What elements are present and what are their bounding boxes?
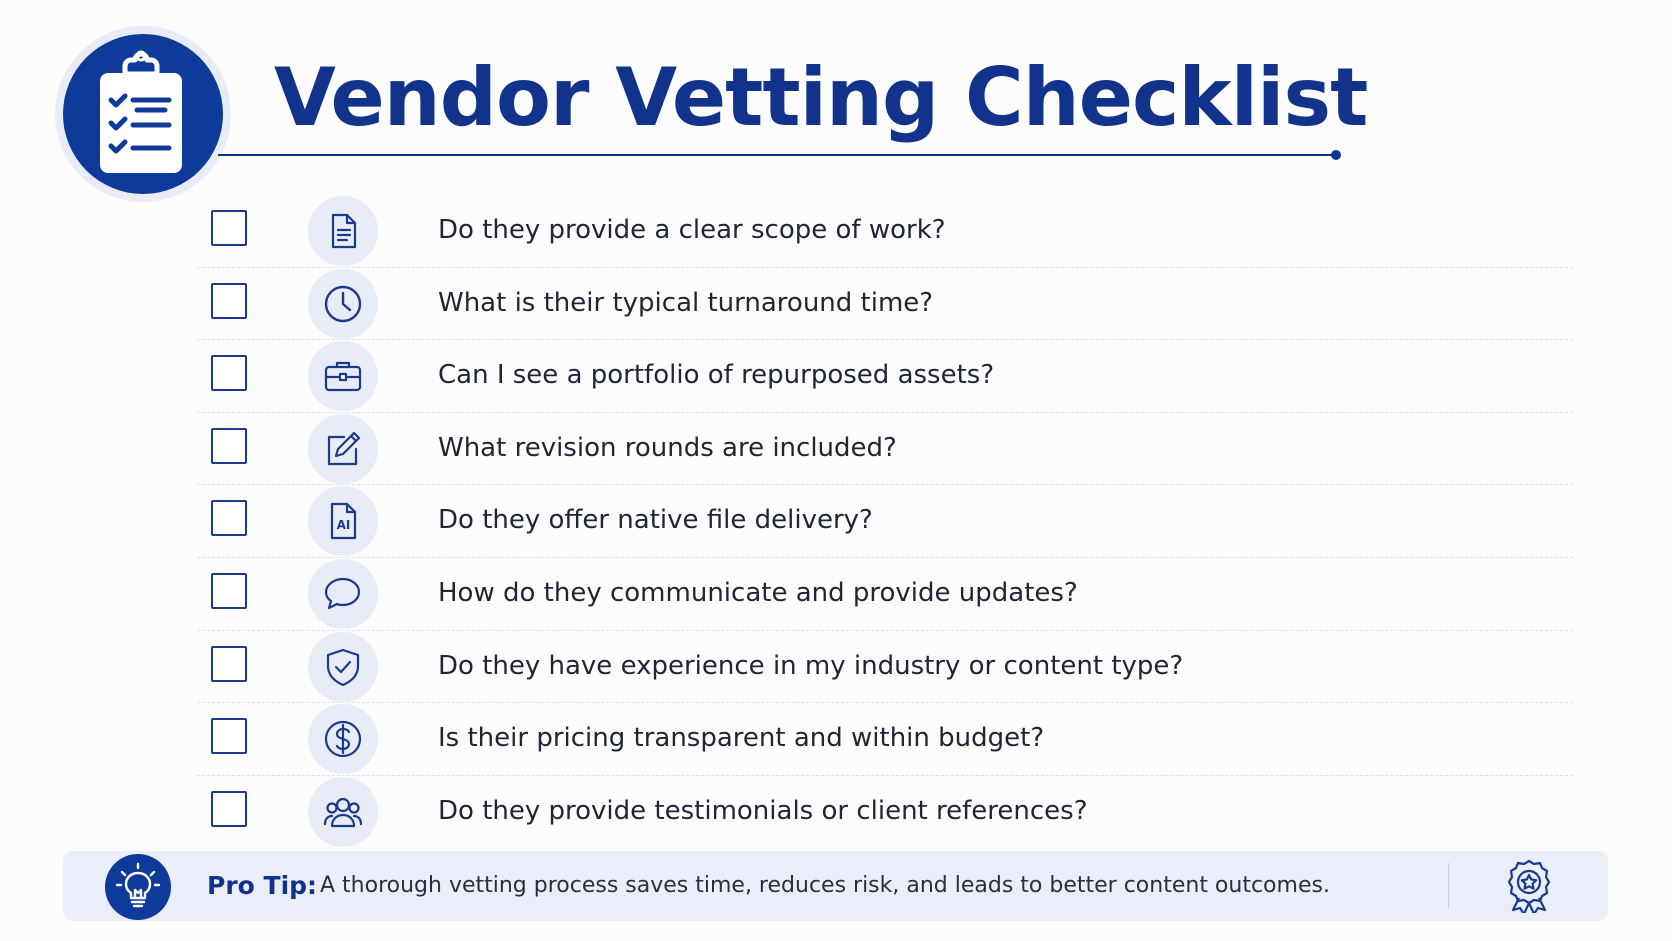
title-underline: [218, 154, 1338, 156]
pro-tip-bar: [63, 851, 1608, 921]
checklist-question: What is their typical turnaround time?: [438, 287, 934, 318]
checklist-question: Do they have experience in my industry or content type?: [438, 650, 1184, 681]
checklist-question: Do they provide a clear scope of work?: [438, 215, 946, 245]
checklist: [197, 195, 1573, 847]
logo-badge: [55, 26, 231, 202]
lightbulb-icon: [105, 854, 171, 920]
checklist-question: Do they provide testimonials or client references?: [438, 795, 1088, 826]
title-underline-dot: [1331, 150, 1341, 160]
document-icon: [308, 196, 378, 266]
checklist-item: [197, 485, 1573, 558]
checklist-item: [197, 195, 1573, 268]
chat-bubble-icon: [308, 559, 378, 629]
checklist-item: [197, 631, 1573, 704]
checklist-question: Is their pricing transparent and within budget?: [438, 723, 1045, 754]
award-ribbon-icon: [1504, 859, 1554, 917]
pro-tip-text: A thorough vetting process saves time, reduces risk, and leads to better content outcomes.: [320, 873, 1330, 898]
users-icon: [308, 777, 378, 847]
briefcase-icon: [308, 341, 378, 411]
checkbox[interactable]: [211, 355, 247, 391]
checklist-item: [197, 558, 1573, 631]
shield-check-icon: [308, 632, 378, 702]
divider: [1448, 863, 1449, 909]
checklist-item: [197, 340, 1573, 413]
checkbox[interactable]: [211, 500, 247, 536]
checkbox[interactable]: [211, 283, 247, 319]
checkbox[interactable]: [211, 573, 247, 609]
clock-icon: [308, 269, 378, 339]
checklist-question: Can I see a portfolio of repurposed assets?: [438, 360, 995, 391]
checkbox[interactable]: [211, 428, 247, 464]
page-title: Vendor Vetting Checklist: [274, 51, 1368, 144]
checklist-item: [197, 413, 1573, 486]
edit-icon: [308, 414, 378, 484]
checkbox[interactable]: [211, 210, 247, 246]
checkbox[interactable]: [211, 646, 247, 682]
checklist-item: [197, 268, 1573, 341]
checkbox[interactable]: [211, 791, 247, 827]
ai-file-icon: [308, 486, 378, 556]
dollar-icon: [308, 704, 378, 774]
pro-tip-label: Pro Tip:: [207, 871, 318, 900]
checkbox[interactable]: [211, 718, 247, 754]
checklist-question: Do they offer native file delivery?: [438, 505, 873, 536]
checklist-item: [197, 703, 1573, 776]
checklist-question: What revision rounds are included?: [438, 432, 897, 463]
checklist-item: [197, 776, 1573, 848]
clipboard-checklist-icon: [63, 34, 223, 194]
checklist-question: How do they communicate and provide updates?: [438, 577, 1078, 608]
svg-text:AI: AI: [336, 518, 351, 533]
